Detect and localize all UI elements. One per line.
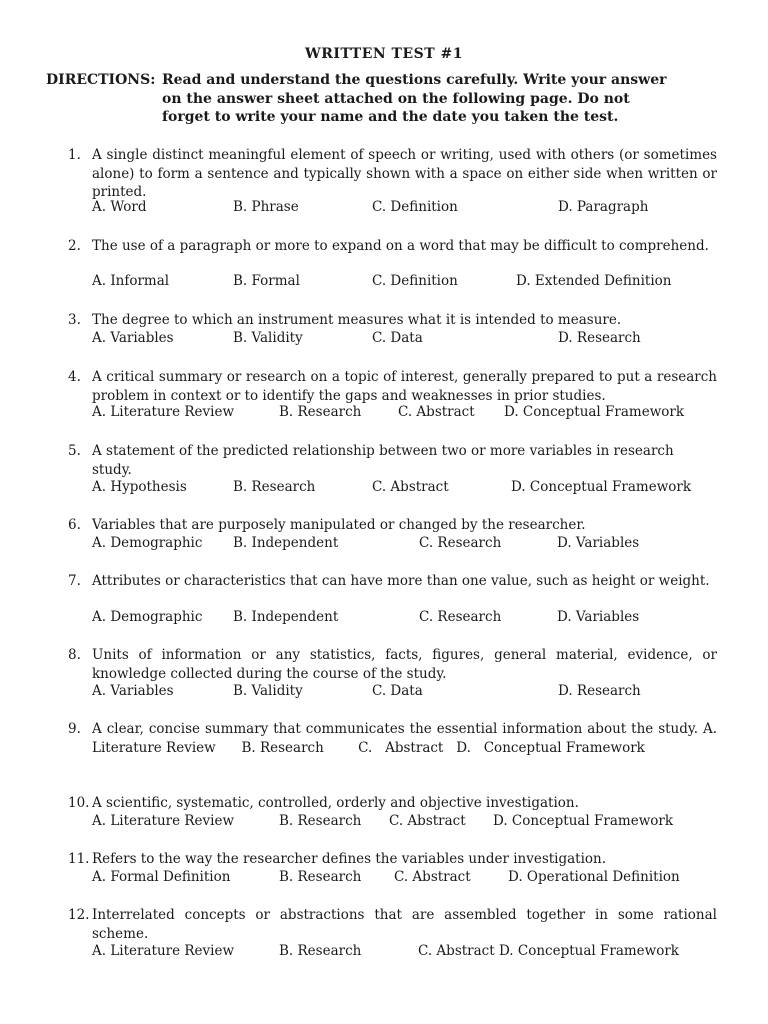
question-stem: A scientific, systematic, controlled, orderly and objective investigation. (92, 795, 579, 811)
question-number: 1. (68, 147, 81, 163)
question-8-options (92, 683, 722, 701)
question-number: 7. (68, 573, 81, 589)
option-b: B. Research (279, 869, 362, 885)
option-b: B. Phrase (233, 199, 299, 215)
option-c: C. Abstract (394, 869, 471, 885)
option-b: B. Research (279, 943, 362, 959)
question-stem: Interrelated concepts or abstractions that are assembled together in some rational scheme. (92, 907, 717, 942)
option-b: B. Validity (233, 330, 303, 346)
option-c: C. Data (372, 683, 423, 699)
question-5-options (92, 479, 722, 497)
question-number: 4. (68, 369, 81, 385)
option-a: A. Demographic (92, 535, 203, 551)
option-d: D. Extended Definition (516, 273, 672, 289)
option-c: C. Research (419, 609, 502, 625)
question-stem: A single distinct meaningful element of speech or writing, used with others (or sometimes alone) to form a sentence and typically shown with a space on either side when written or printed. (92, 147, 717, 200)
option-a: A. Word (92, 199, 147, 215)
directions-line: Read and understand the questions carefully. Write your answer (162, 72, 667, 88)
question-3-options (92, 330, 722, 348)
option-c: C. Abstract (389, 813, 466, 829)
option-a: A. Demographic (92, 609, 203, 625)
question-stem: The use of a paragraph or more to expand on a word that may be difficult to comprehend. (92, 238, 709, 254)
option-c: C. Abstract (398, 404, 475, 420)
question-2-options (92, 273, 722, 291)
question-number: 11. (68, 851, 90, 867)
question-number: 2. (68, 238, 81, 254)
option-a: A. Literature Review (92, 404, 235, 420)
option-c: C. Data (372, 330, 423, 346)
option-d: D. Research (558, 683, 641, 699)
option-d: D. Conceptual Framework (511, 479, 692, 495)
page-title: WRITTEN TEST #1 (304, 46, 464, 62)
directions-label: DIRECTIONS: (46, 72, 156, 88)
option-a: A. Variables (92, 330, 174, 346)
question-10-options (92, 813, 722, 831)
option-a: A. Variables (92, 683, 174, 699)
option-b: B. Independent (233, 609, 339, 625)
question-stem: Units of information or any statistics, facts, figures, general material, evidence, or knowledge collected during the course of the study. (92, 647, 717, 682)
option-d: D. Research (558, 330, 641, 346)
question-number: 12. (68, 907, 90, 923)
directions-text (162, 71, 692, 127)
option-a: A. Informal (92, 273, 170, 289)
option-d: D. Paragraph (558, 199, 649, 215)
question-stem: Variables that are purposely manipulated or changed by the researcher. (92, 517, 586, 533)
directions-line: on the answer sheet attached on the following page. Do not (162, 90, 630, 107)
question-4-options (92, 404, 722, 422)
question-number: 9. (68, 721, 81, 737)
option-b: B. Research (279, 813, 362, 829)
option-c: C. Abstract (372, 479, 449, 495)
option-d: D. Variables (557, 609, 640, 625)
question-number: 5. (68, 443, 81, 459)
question-number: 8. (68, 647, 81, 663)
question-stem: A clear, concise summary that communicates the essential information about the study. A. Literature Review B. Research C. Abstract D. Conceptual Framework (92, 721, 722, 756)
question-stem: Attributes or characteristics that can have more than one value, such as height or weight. (92, 573, 710, 589)
question-stem: A critical summary or research on a topic of interest, generally prepared to put a research problem in context or to identify the gaps and weaknesses in prior studies. (92, 369, 717, 404)
question-stem: The degree to which an instrument measures what it is intended to measure. (92, 312, 622, 328)
option-d: D. Conceptual Framework (504, 404, 685, 420)
option-b: B. Formal (233, 273, 300, 289)
option-b: B. Research (233, 479, 316, 495)
option-b: B. Independent (233, 535, 339, 551)
question-number: 10. (68, 795, 90, 811)
option-d: D. Variables (557, 535, 640, 551)
option-a: A. Formal Definition (92, 869, 231, 885)
option-c: C. Research (419, 535, 502, 551)
question-stem: Refers to the way the researcher defines the variables under investigation. (92, 851, 607, 867)
option-b: B. Validity (233, 683, 303, 699)
question-stem: A statement of the predicted relationship between two or more variables in research study. (92, 443, 674, 478)
question-6-options (92, 535, 722, 553)
question-11-options (92, 869, 722, 887)
directions-line: forget to write your name and the date you taken the test. (162, 109, 619, 125)
option-c: C. Definition (372, 199, 458, 215)
question-number: 6. (68, 517, 81, 533)
question-1-options (92, 199, 722, 217)
option-a: A. Literature Review (92, 943, 235, 959)
option-c: C. Definition (372, 273, 458, 289)
option-d: D. Conceptual Framework (493, 813, 674, 829)
option-a: A. Literature Review (92, 813, 235, 829)
question-12-options (92, 943, 722, 961)
question-7-options (92, 609, 722, 627)
option-b: B. Research (279, 404, 362, 420)
question-number: 3. (68, 312, 81, 328)
option-c: C. Abstract D. Conceptual Framework (418, 943, 679, 959)
option-a: A. Hypothesis (92, 479, 187, 495)
option-d: D. Operational Definition (508, 869, 680, 885)
